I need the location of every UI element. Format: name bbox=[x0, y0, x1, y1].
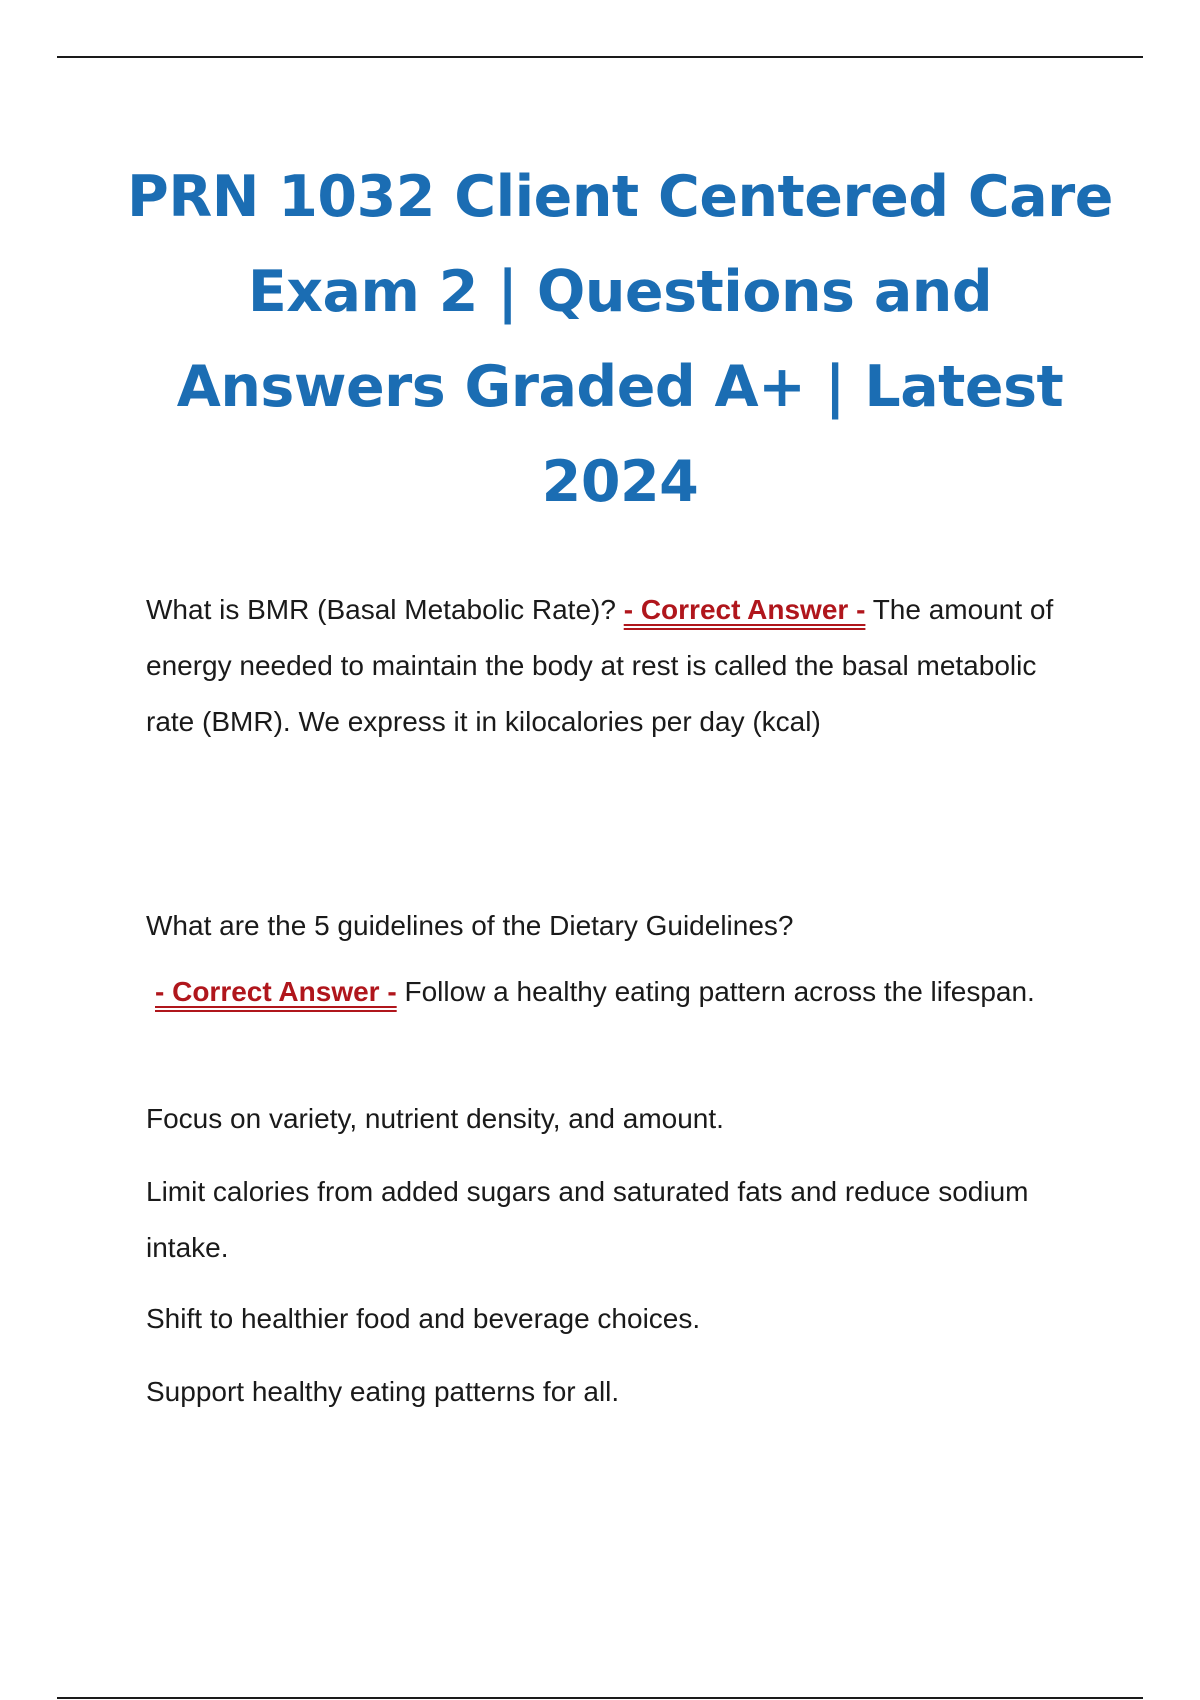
guideline-line: Focus on variety, nutrient density, and amount. bbox=[146, 1103, 724, 1134]
guideline-line: Support healthy eating patterns for all. bbox=[146, 1376, 620, 1407]
question-text: What is BMR (Basal Metabolic Rate)? bbox=[146, 594, 616, 625]
document-title: PRN 1032 Client Centered Care Exam 2 | Questions and Answers Graded A+ | Latest 2024 bbox=[127, 164, 1113, 515]
guideline-line: Shift to healthier food and beverage choices. bbox=[146, 1303, 701, 1334]
correct-answer-label: - Correct Answer - bbox=[155, 976, 397, 1007]
question-2-text: What are the 5 guidelines of the Dietary Guidelines? bbox=[146, 910, 794, 941]
qa-item-2-answer bbox=[146, 964, 1085, 1020]
bottom-rule bbox=[57, 1697, 1143, 1699]
qa-item-1 bbox=[146, 582, 1076, 750]
answer-text: The amount of energy needed to maintain the body at rest is called the basal metabolic rate (BMR). We express it in kilocalories per day (kcal) bbox=[146, 594, 1054, 737]
top-rule bbox=[57, 56, 1143, 58]
guideline-line: Limit calories from added sugars and saturated fats and reduce sodium intake. bbox=[146, 1176, 1029, 1263]
answer-text: Follow a healthy eating pattern across the lifespan. bbox=[404, 976, 1035, 1007]
correct-answer-label: - Correct Answer - bbox=[623, 594, 866, 625]
